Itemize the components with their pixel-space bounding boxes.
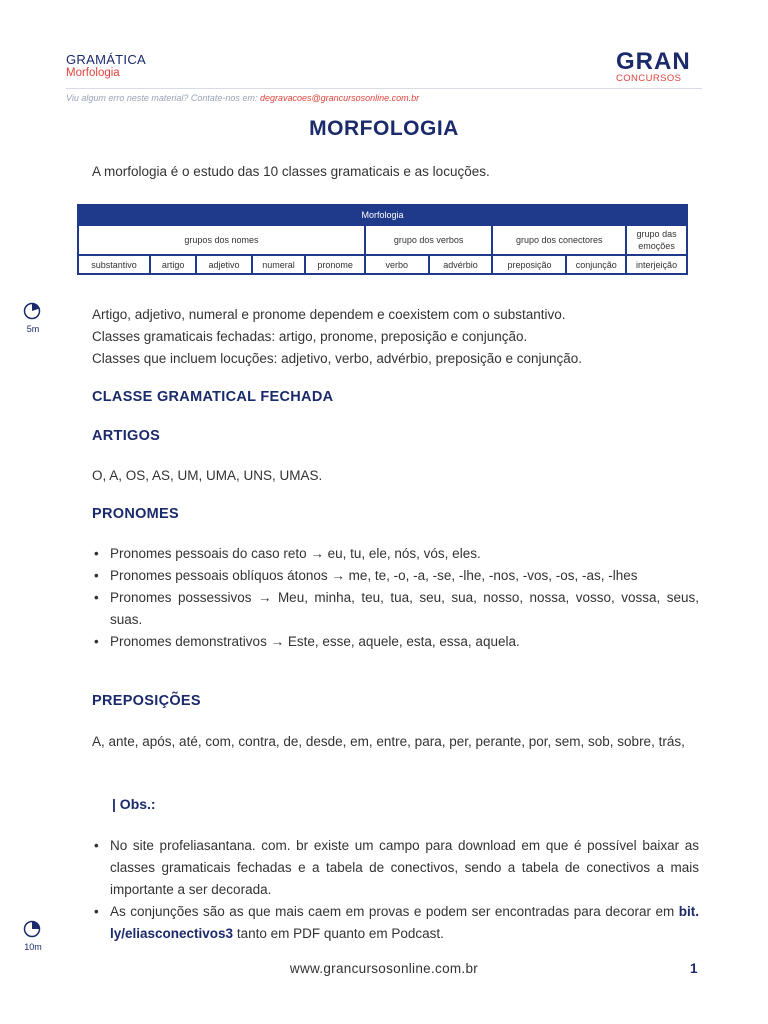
table-class-cell: conjunção bbox=[566, 255, 626, 274]
header-topic: Morfologia bbox=[66, 67, 120, 79]
table-class-cell: advérbio bbox=[429, 255, 493, 274]
conectivos-link[interactable]: bit. ly/eliasconectivos3 bbox=[110, 904, 699, 941]
pronoun-list bbox=[92, 543, 699, 653]
paragraph: Classes gramaticais fechadas: artigo, pronome, preposição e conjunção. bbox=[92, 329, 528, 344]
paragraph: Artigo, adjetivo, numeral e pronome dependem e coexistem com o substantivo. bbox=[92, 307, 566, 322]
table-class-cell: adjetivo bbox=[196, 255, 252, 274]
table-group-cell: grupo dos conectores bbox=[492, 225, 626, 255]
error-report-line bbox=[66, 93, 419, 103]
obs-text: tanto em PDF quanto em Podcast. bbox=[233, 926, 444, 941]
footer-site[interactable]: www.grancursosonline.com.br bbox=[289, 961, 479, 976]
list-item: • Pronomes pessoais do caso reto → eu, tu, ele, nós, vós, eles. bbox=[92, 543, 699, 565]
timestamp-label: 5m bbox=[26, 324, 40, 334]
section-heading: PREPOSIÇÕES bbox=[92, 693, 201, 709]
obs-text: As conjunções são as que mais caem em provas e podem ser encontradas para decorar em bbox=[110, 904, 679, 919]
gran-logo bbox=[616, 50, 702, 86]
table-group-cell: grupos dos nomes bbox=[78, 225, 365, 255]
intro-paragraph: A morfologia é o estudo das 10 classes gramaticais e as locuções. bbox=[92, 164, 490, 179]
logo-subtext: CONCURSOS bbox=[616, 73, 682, 84]
list-item: • Pronomes possessivos → Meu, minha, teu, tua, seu, sua, nosso, nossa, vosso, vossa, seus, suas. bbox=[92, 587, 699, 631]
error-report-text: Viu algum erro neste material? Contate-nos em: bbox=[66, 93, 260, 103]
table-class-cell: verbo bbox=[365, 255, 429, 274]
section-heading: CLASSE GRAMATICAL FECHADA bbox=[92, 389, 334, 405]
obs-list bbox=[92, 835, 699, 945]
list-item: • Pronomes pessoais oblíquos átonos → me, te, -o, -a, -se, -lhe, -nos, -vos, -os, -as, -lhes bbox=[92, 565, 699, 587]
morphology-table bbox=[77, 204, 688, 275]
header-subject: GRAMÁTICA bbox=[66, 52, 146, 67]
list-item: • Pronomes demonstrativos → Este, esse, aquele, esta, essa, aquela. bbox=[92, 631, 699, 653]
logo-text: GRAN bbox=[616, 48, 691, 75]
error-report-email[interactable]: degravacoes@grancursosonline.com.br bbox=[259, 93, 420, 103]
obs-label: | Obs.: bbox=[112, 796, 156, 812]
page-number: 1 bbox=[690, 961, 698, 976]
timer-icon bbox=[23, 920, 41, 938]
table-class-cell: pronome bbox=[305, 255, 365, 274]
section-heading: ARTIGOS bbox=[92, 428, 161, 444]
timer-icon bbox=[23, 302, 41, 320]
page-title: MORFOLOGIA bbox=[309, 117, 459, 140]
table-group-cell: grupo das emoções bbox=[626, 225, 687, 255]
table-class-cell: interjeição bbox=[626, 255, 687, 274]
header-divider bbox=[66, 88, 702, 89]
table-group-cell: grupo dos verbos bbox=[365, 225, 493, 255]
table-class-cell: artigo bbox=[150, 255, 196, 274]
section-heading: PRONOMES bbox=[92, 506, 179, 522]
timestamp-label: 10m bbox=[24, 942, 42, 952]
table-title: Morfologia bbox=[78, 205, 687, 225]
list-item bbox=[92, 901, 699, 945]
table-class-cell: preposição bbox=[492, 255, 566, 274]
list-item: • No site profeliasantana. com. br existe um campo para download em que é possível baixar as classes gramaticais fechadas e a tabela de conectivos, sendo a tabela de conectivos a mais importante a ser decorada. bbox=[92, 835, 699, 901]
table-class-cell: numeral bbox=[252, 255, 305, 274]
articles-text: O, A, OS, AS, UM, UMA, UNS, UMAS. bbox=[92, 468, 323, 483]
paragraph: Classes que incluem locuções: adjetivo, verbo, advérbio, preposição e conjunção. bbox=[92, 351, 583, 366]
table-class-cell: substantivo bbox=[78, 255, 150, 274]
prepositions-text: A, ante, após, até, com, contra, de, desde, em, entre, para, per, perante, por, sem, sob, sobre, trás, bbox=[92, 734, 685, 749]
